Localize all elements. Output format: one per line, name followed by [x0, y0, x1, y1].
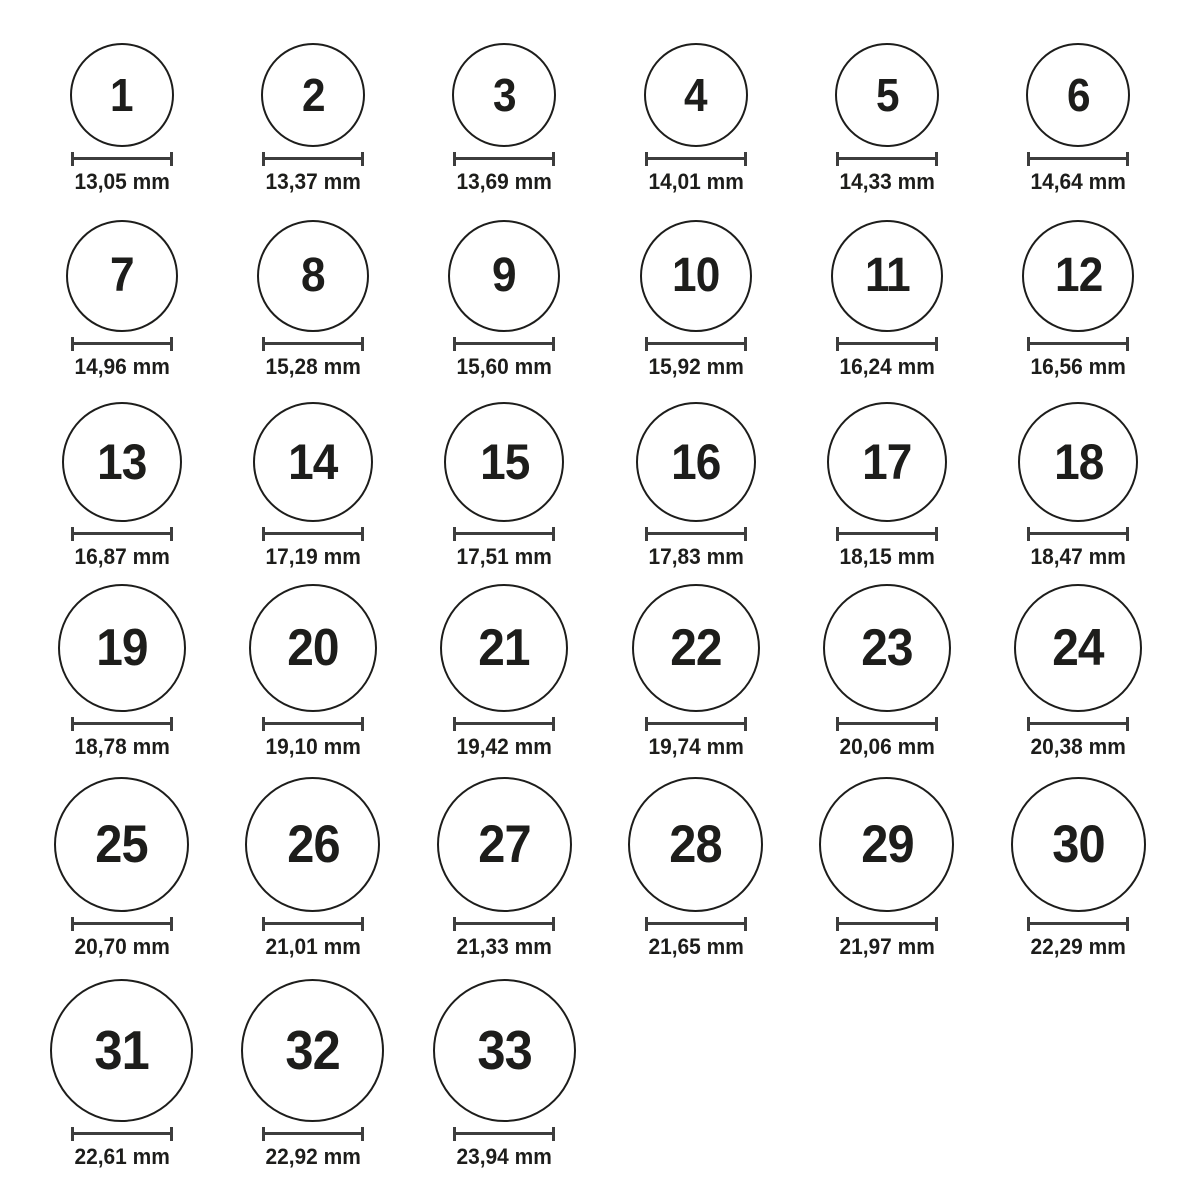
diameter-label: 19,10 mm	[265, 733, 361, 759]
ring-circle	[835, 43, 939, 147]
ring-size-item	[983, 573, 1174, 763]
ring-size-item	[600, 198, 791, 383]
diameter-measure-line	[71, 1127, 173, 1141]
ring-circle	[433, 979, 576, 1122]
ring-size-item	[409, 763, 600, 963]
ring-size-number: 4	[684, 68, 707, 121]
ring-size-item	[26, 963, 217, 1173]
ring-circle	[241, 979, 384, 1122]
measure-bar	[839, 922, 935, 925]
diameter-measure-line	[836, 337, 938, 351]
measure-bar	[1030, 157, 1126, 160]
ring-circle	[827, 402, 947, 522]
diameter-label: 13,05 mm	[74, 168, 170, 194]
ring-circle	[249, 584, 377, 712]
ring-size-number: 18	[1053, 433, 1103, 490]
diameter-measure-line	[836, 717, 938, 731]
diameter-measure-line	[262, 527, 364, 541]
diameter-measure-line	[262, 1127, 364, 1141]
ring-size-item	[791, 383, 982, 573]
measure-tick-right	[744, 152, 747, 166]
ring-size-item	[791, 763, 982, 963]
diameter-label: 22,61 mm	[74, 1143, 170, 1169]
measure-bar	[648, 722, 744, 725]
ring-size-number: 3	[492, 68, 516, 121]
ring-size-item	[26, 383, 217, 573]
diameter-measure-line	[71, 527, 173, 541]
measure-bar	[265, 532, 361, 535]
measure-tick-right	[361, 337, 364, 351]
diameter-label: 17,51 mm	[456, 543, 552, 569]
diameter-label: 19,42 mm	[456, 733, 552, 759]
diameter-measure-line	[645, 152, 747, 166]
diameter-label: 15,28 mm	[265, 353, 361, 379]
ring-size-number: 5	[875, 68, 899, 121]
measure-tick-right	[552, 337, 555, 351]
diameter-label: 14,64 mm	[1030, 168, 1126, 194]
ring-size-number: 23	[861, 618, 913, 677]
measure-bar	[265, 722, 361, 725]
ring-size-item	[217, 8, 408, 198]
diameter-label: 20,06 mm	[839, 733, 935, 759]
ring-size-item	[791, 8, 982, 198]
diameter-label: 19,74 mm	[648, 733, 744, 759]
ring-size-number: 10	[672, 248, 720, 302]
ring-size-number: 31	[94, 1018, 149, 1081]
ring-size-item	[983, 383, 1174, 573]
measure-bar	[74, 922, 170, 925]
ring-size-item	[409, 8, 600, 198]
ring-size-item	[217, 763, 408, 963]
ring-size-number: 33	[477, 1018, 532, 1081]
ring-size-item	[983, 198, 1174, 383]
ring-circle	[636, 402, 756, 522]
diameter-measure-line	[453, 717, 555, 731]
diameter-label: 20,70 mm	[74, 933, 170, 959]
diameter-measure-line	[1027, 527, 1129, 541]
ring-size-number: 29	[860, 814, 914, 874]
ring-size-item	[409, 198, 600, 383]
ring-size-number: 32	[285, 1018, 341, 1081]
ring-size-item	[791, 573, 982, 763]
measure-tick-right	[552, 917, 555, 931]
ring-size-number: 24	[1052, 618, 1105, 677]
diameter-label: 18,47 mm	[1030, 543, 1126, 569]
ring-circle	[58, 584, 186, 712]
diameter-label: 21,97 mm	[839, 933, 935, 959]
measure-tick-right	[552, 152, 555, 166]
ring-size-number: 19	[95, 618, 148, 677]
diameter-measure-line	[453, 1127, 555, 1141]
diameter-measure-line	[1027, 717, 1129, 731]
ring-size-item	[791, 198, 982, 383]
measure-bar	[265, 922, 361, 925]
ring-circle	[1018, 402, 1138, 522]
diameter-label: 21,33 mm	[456, 933, 552, 959]
ring-size-number: 1	[110, 68, 133, 121]
diameter-measure-line	[453, 152, 555, 166]
ring-size-item	[217, 383, 408, 573]
measure-tick-right	[170, 337, 173, 351]
ring-size-item	[600, 763, 791, 963]
diameter-measure-line	[71, 337, 173, 351]
ring-size-item	[409, 573, 600, 763]
diameter-measure-line	[645, 917, 747, 931]
ring-circle	[823, 584, 951, 712]
ring-size-item	[217, 573, 408, 763]
diameter-label: 15,60 mm	[456, 353, 552, 379]
ring-size-number: 17	[862, 433, 912, 490]
measure-tick-right	[361, 717, 364, 731]
measure-tick-right	[552, 717, 555, 731]
ring-size-number: 2	[301, 68, 325, 121]
ring-circle	[66, 220, 178, 332]
measure-tick-right	[1126, 152, 1129, 166]
diameter-measure-line	[1027, 917, 1129, 931]
diameter-measure-line	[71, 917, 173, 931]
measure-bar	[456, 532, 552, 535]
ring-circle	[440, 584, 568, 712]
ring-circle	[640, 220, 752, 332]
ring-size-number: 22	[669, 618, 722, 677]
diameter-measure-line	[71, 152, 173, 166]
ring-size-item	[26, 8, 217, 198]
ring-size-number: 9	[492, 248, 517, 302]
diameter-label: 16,87 mm	[74, 543, 170, 569]
ring-size-number: 21	[478, 618, 531, 677]
diameter-measure-line	[71, 717, 173, 731]
ring-size-number: 6	[1066, 68, 1090, 121]
measure-bar	[456, 342, 552, 345]
measure-bar	[456, 157, 552, 160]
ring-circle	[54, 777, 189, 912]
ring-size-number: 11	[864, 248, 910, 302]
diameter-label: 22,92 mm	[265, 1143, 361, 1169]
diameter-label: 22,29 mm	[1030, 933, 1126, 959]
ring-size-number: 13	[96, 433, 147, 490]
measure-bar	[265, 1132, 361, 1135]
measure-bar	[456, 1132, 552, 1135]
measure-tick-right	[935, 917, 938, 931]
diameter-measure-line	[453, 527, 555, 541]
diameter-measure-line	[262, 917, 364, 931]
measure-bar	[1030, 922, 1126, 925]
measure-bar	[648, 157, 744, 160]
diameter-label: 14,01 mm	[648, 168, 744, 194]
ring-size-item	[600, 573, 791, 763]
ring-circle	[444, 402, 564, 522]
ring-circle	[452, 43, 556, 147]
diameter-label: 18,78 mm	[74, 733, 170, 759]
ring-size-item	[600, 8, 791, 198]
measure-bar	[456, 722, 552, 725]
diameter-measure-line	[645, 337, 747, 351]
measure-bar	[1030, 532, 1126, 535]
measure-bar	[839, 342, 935, 345]
measure-tick-right	[361, 1127, 364, 1141]
measure-tick-right	[361, 527, 364, 541]
measure-bar	[839, 157, 935, 160]
diameter-label: 16,56 mm	[1030, 353, 1126, 379]
measure-tick-right	[744, 337, 747, 351]
diameter-measure-line	[1027, 337, 1129, 351]
diameter-measure-line	[453, 337, 555, 351]
measure-tick-right	[361, 917, 364, 931]
ring-size-number: 26	[286, 814, 340, 874]
measure-bar	[839, 722, 935, 725]
measure-bar	[265, 342, 361, 345]
diameter-label: 14,33 mm	[839, 168, 935, 194]
ring-size-number: 27	[478, 814, 531, 874]
ring-circle	[1011, 777, 1146, 912]
measure-tick-right	[935, 717, 938, 731]
diameter-measure-line	[262, 152, 364, 166]
diameter-label: 21,01 mm	[265, 933, 361, 959]
measure-bar	[74, 157, 170, 160]
diameter-label: 18,15 mm	[839, 543, 935, 569]
measure-bar	[839, 532, 935, 535]
ring-size-number: 15	[479, 433, 529, 490]
measure-tick-right	[935, 152, 938, 166]
ring-circle	[819, 777, 954, 912]
diameter-measure-line	[645, 717, 747, 731]
ring-circle	[1026, 43, 1130, 147]
diameter-label: 13,37 mm	[265, 168, 361, 194]
measure-bar	[74, 722, 170, 725]
measure-tick-right	[170, 152, 173, 166]
measure-tick-right	[744, 917, 747, 931]
ring-circle	[245, 777, 380, 912]
ring-size-item	[983, 8, 1174, 198]
ring-size-number: 28	[669, 814, 722, 874]
ring-circle	[437, 777, 572, 912]
diameter-measure-line	[836, 152, 938, 166]
ring-size-number: 8	[301, 248, 325, 302]
ring-size-item	[983, 763, 1174, 963]
ring-size-item	[217, 198, 408, 383]
ring-size-item	[26, 763, 217, 963]
ring-circle	[50, 979, 193, 1122]
ring-circle	[628, 777, 763, 912]
measure-tick-right	[552, 1127, 555, 1141]
diameter-label: 20,38 mm	[1030, 733, 1126, 759]
ring-size-number: 25	[95, 814, 148, 874]
ring-size-item	[409, 963, 600, 1173]
measure-tick-right	[744, 717, 747, 731]
ring-circle	[448, 220, 560, 332]
ring-size-number: 14	[288, 433, 338, 490]
ring-circle	[1022, 220, 1134, 332]
diameter-label: 14,96 mm	[74, 353, 170, 379]
ring-circle	[253, 402, 373, 522]
ring-size-number: 7	[109, 248, 134, 302]
ring-size-item	[409, 383, 600, 573]
diameter-measure-line	[262, 717, 364, 731]
measure-bar	[74, 1132, 170, 1135]
measure-tick-right	[1126, 717, 1129, 731]
ring-size-number: 20	[287, 618, 339, 677]
measure-bar	[648, 922, 744, 925]
measure-tick-right	[170, 527, 173, 541]
ring-circle	[62, 402, 182, 522]
ring-circle	[831, 220, 943, 332]
diameter-label: 23,94 mm	[456, 1143, 552, 1169]
diameter-label: 17,83 mm	[648, 543, 744, 569]
ring-circle	[257, 220, 369, 332]
diameter-measure-line	[836, 917, 938, 931]
ring-size-number: 12	[1054, 248, 1102, 302]
diameter-measure-line	[1027, 152, 1129, 166]
measure-tick-right	[744, 527, 747, 541]
measure-bar	[456, 922, 552, 925]
diameter-label: 17,19 mm	[265, 543, 361, 569]
diameter-measure-line	[836, 527, 938, 541]
ring-size-item	[217, 963, 408, 1173]
diameter-label: 16,24 mm	[839, 353, 935, 379]
diameter-label: 21,65 mm	[648, 933, 744, 959]
measure-tick-right	[170, 917, 173, 931]
measure-tick-right	[935, 337, 938, 351]
measure-tick-right	[1126, 337, 1129, 351]
measure-tick-right	[552, 527, 555, 541]
measure-tick-right	[361, 152, 364, 166]
measure-bar	[265, 157, 361, 160]
ring-size-item	[26, 198, 217, 383]
ring-circle	[632, 584, 760, 712]
measure-bar	[1030, 342, 1126, 345]
measure-tick-right	[1126, 527, 1129, 541]
ring-size-number: 30	[1052, 814, 1105, 874]
ring-circle	[70, 43, 174, 147]
measure-tick-right	[170, 717, 173, 731]
diameter-measure-line	[453, 917, 555, 931]
diameter-label: 15,92 mm	[648, 353, 744, 379]
ring-circle	[644, 43, 748, 147]
measure-bar	[1030, 722, 1126, 725]
diameter-label: 13,69 mm	[456, 168, 552, 194]
measure-bar	[648, 342, 744, 345]
ring-circle	[1014, 584, 1142, 712]
ring-circle	[261, 43, 365, 147]
diameter-measure-line	[645, 527, 747, 541]
measure-tick-right	[170, 1127, 173, 1141]
measure-tick-right	[935, 527, 938, 541]
ring-size-item	[26, 573, 217, 763]
measure-bar	[648, 532, 744, 535]
ring-size-item	[600, 383, 791, 573]
ring-size-number: 16	[670, 433, 721, 490]
measure-bar	[74, 342, 170, 345]
measure-tick-right	[1126, 917, 1129, 931]
diameter-measure-line	[262, 337, 364, 351]
measure-bar	[74, 532, 170, 535]
